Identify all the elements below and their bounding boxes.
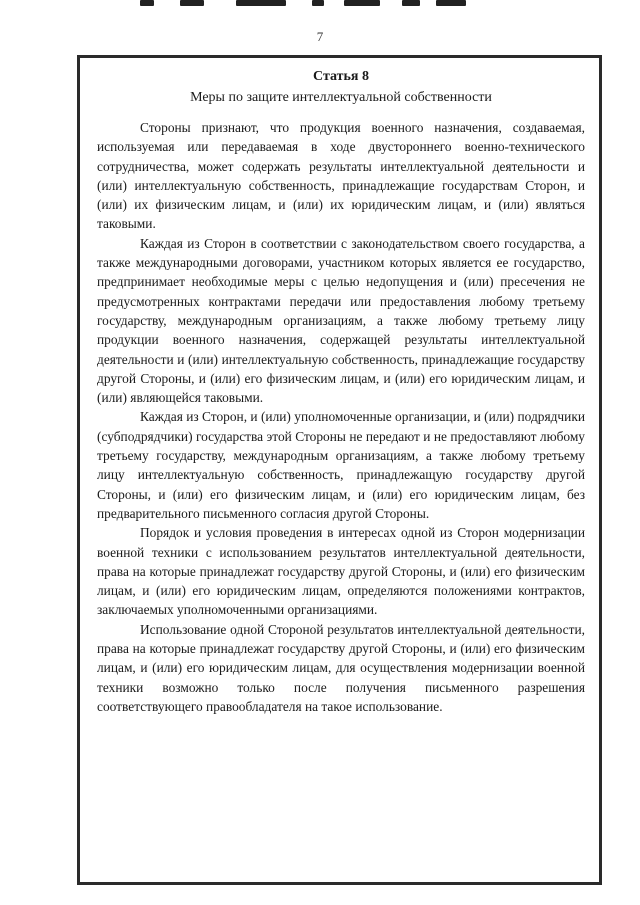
paragraph-3: Каждая из Сторон, и (или) уполномоченные организации, и (или) подрядчики (субподрядчики) государства этой Стороны не передают и не предоставляют любому третьему государству, международным организациям, а также любому третьему лицу интеллектуальную собственность, принадлежащую государству другой Стороны, и (или) его физическим лицам, и (или) его юридическим лицам, без предварительного письменного согласия другой Стороны.	[97, 409, 585, 521]
article-frame	[77, 55, 602, 885]
paragraph-5: Использование одной Стороной результатов интеллектуальной деятельности, права на которые принадлежат государству другой Стороны, и (или) его физическим лицам, и (или) его юридическим лицам, для осуществления модернизации военной техники возможно только после получения письменного разрешения соответствующего правообладателя на такое использование.	[97, 621, 585, 714]
paragraph-4: Порядок и условия проведения в интересах одной из Сторон модернизации военной техники с использованием результатов интеллектуальной деятельности, права на которые принадлежат государству другой Стороны, и (или) его физическим лицам, и (или) его юридическим лицам, определяются положениями контрактов, заключаемых уполномоченными организациями.	[97, 525, 585, 618]
scan-artifact-marks	[140, 0, 480, 8]
paragraph-2: Каждая из Сторон в соответствии с законодательством своего государства, а также международными договорами, участником которых является ее государство, предпринимает необходимые меры с целью недопущения и (или) пресечения не предусмотренных контрактами передачи или предоставления любому третьему государству, международным организациям, а также любому третьему лицу продукции военного назначения, содержащей результаты интеллектуальной деятельности и (или) интеллектуальную собственность, принадлежащие государству другой Стороны, и (или) его физическим лицам, и (или) его юридическим лицам, и (или) являющейся таковыми.	[97, 235, 585, 406]
article-title: Статья 8	[313, 69, 369, 84]
page-number: 7	[316, 29, 324, 44]
paragraph-1: Стороны признают, что продукция военного назначения, создаваемая, используемая или передаваемая в ходе двустороннего военно-технического сотрудничества, может содержать результаты интеллектуальной деятельности и (или) интеллектуальную собственность, принадлежащие государствам Сторон, и (или) их физическим лицам, и (или) их юридическим лицам, и (или) являться таковыми.	[97, 120, 585, 232]
article-subtitle: Меры по защите интеллектуальной собственности	[190, 90, 492, 105]
